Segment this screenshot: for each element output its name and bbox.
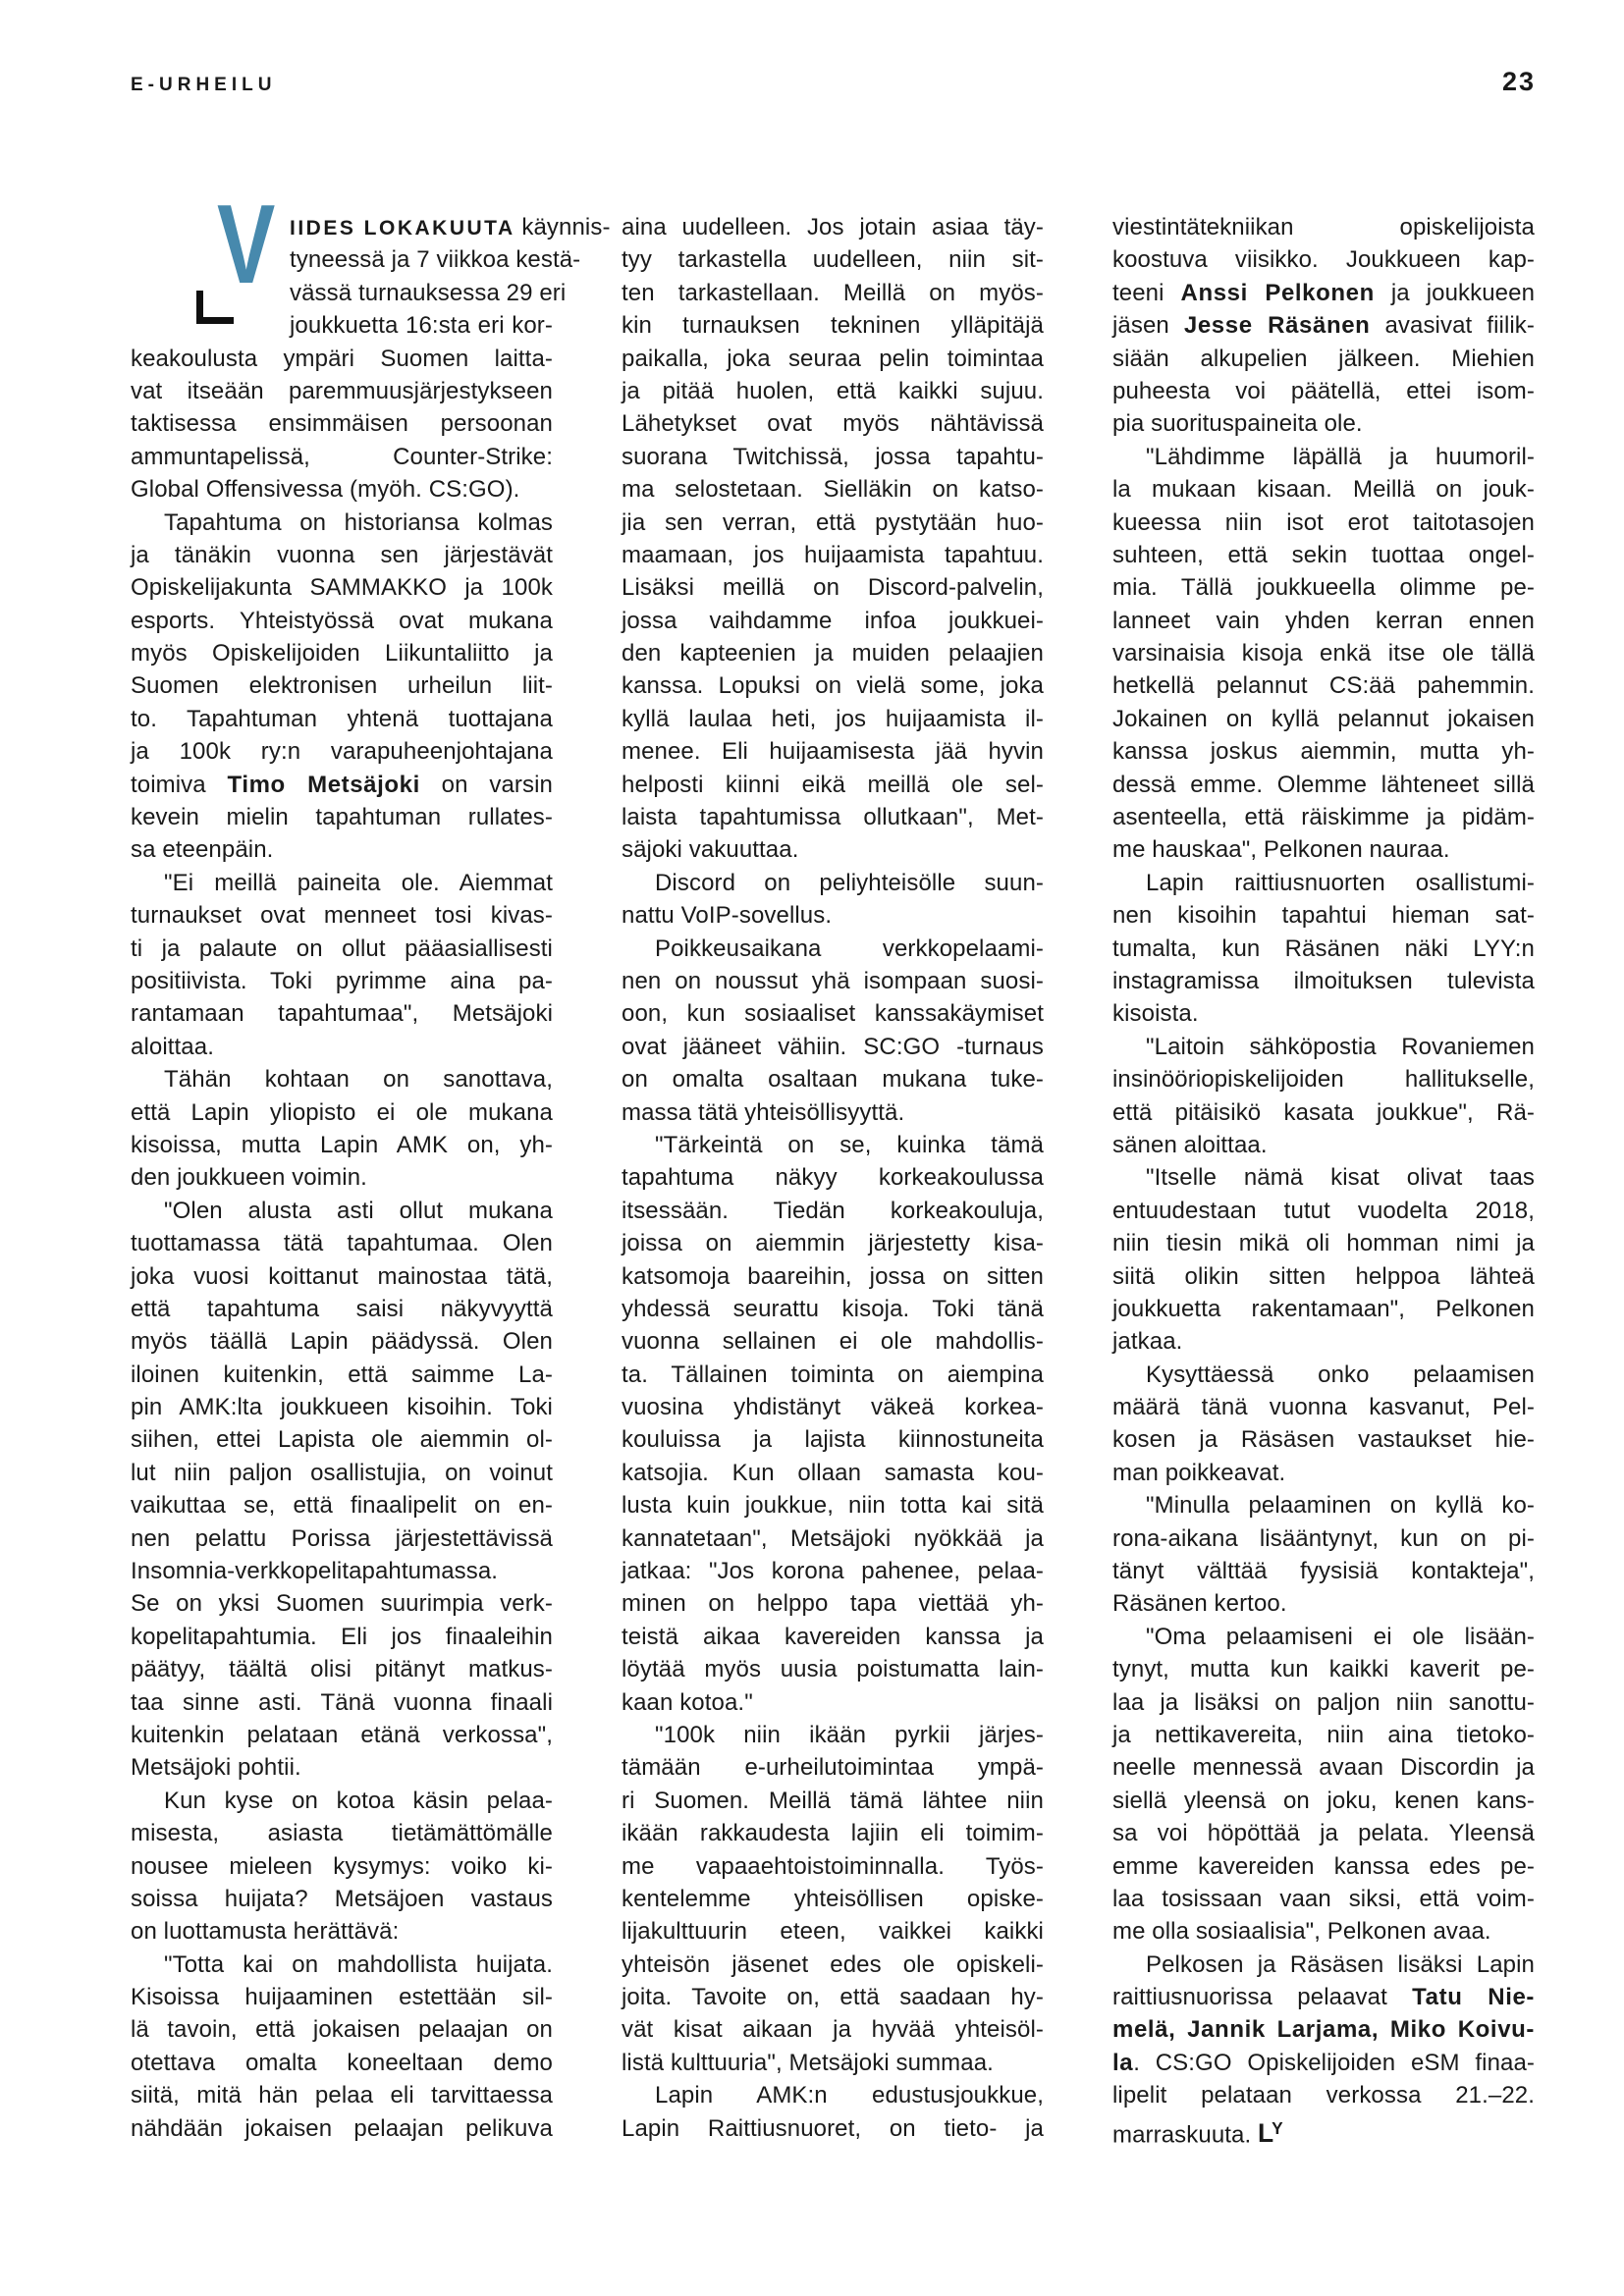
text-line: soissa huijata? Metsäjoen vastaus xyxy=(131,1885,553,1912)
text-line: Metsäjoki pohtii. xyxy=(131,1754,301,1782)
text-line: ovat jääneet vähiin. SC:GO -turnaus xyxy=(622,1033,1044,1060)
text-line: teeni Anssi Pelkonen ja joukkueen xyxy=(1112,279,1536,306)
text-line: melä, Jannik Larjama, Miko Koivu- xyxy=(1112,2016,1535,2044)
text-line: tuottamassa tätä tapahtumaa. Olen xyxy=(131,1230,553,1257)
text-line: jäsen Jesse Räsänen avasivat fiilik- xyxy=(1112,312,1535,340)
text-line: kopelitapahtumia. Eli jos finaaleihin xyxy=(131,1623,553,1650)
text-line: ja nettikavereita, niin aina tietoko- xyxy=(1112,1721,1535,1748)
text-line: lipelit pelataan verkossa 21.–22. xyxy=(1112,2082,1535,2109)
text-line: sa eteenpäin. xyxy=(131,836,274,864)
text-line: dessä emme. Olemme lähteneet sillä xyxy=(1112,771,1535,798)
paragraph xyxy=(622,867,1044,933)
text-line: siään alkupelien jälkeen. Miehien xyxy=(1112,345,1535,372)
text-line: nen kisoihin tapahtui hieman sat- xyxy=(1112,902,1535,930)
text-line: listä kulttuuria", Metsäjoki summaa. xyxy=(622,2049,994,2076)
text-line: ta. Tällainen toiminta on aiempina xyxy=(622,1361,1044,1388)
text-line: sänen aloittaa. xyxy=(1112,1131,1268,1158)
text-line: oon, kun sosiaaliset kanssakäymiset xyxy=(622,1000,1044,1028)
text-line: Kisoissa huijaaminen estettään sil- xyxy=(131,1984,553,2011)
text-line: sa voi höpöttää ja pelata. Yleensä xyxy=(1112,1820,1535,1847)
text-line: joissa on aiemmin järjestetty kisa- xyxy=(622,1230,1044,1257)
text-line: la mukaan kisaan. Meillä on jouk- xyxy=(1112,476,1535,504)
paragraph xyxy=(1112,1489,1535,1621)
text-line: tapahtuma näkyy korkeakoulussa xyxy=(622,1164,1044,1192)
paragraph xyxy=(622,1129,1044,1719)
paragraph xyxy=(131,1785,553,1949)
text-line: nen on noussut yhä isompaan suosi- xyxy=(622,967,1044,994)
text-line: misesta, asiasta tietämättömälle xyxy=(131,1820,553,1847)
text-line: "Tärkeintä on se, kuinka tämä xyxy=(655,1131,1044,1158)
text-line: nähdään jokaisen pelaajan pelikuva xyxy=(131,2114,553,2142)
text-line: ja pitää huolen, että kaikki sujuu. xyxy=(622,377,1044,404)
text-line: suorana Twitchissä, jossa tapahtu- xyxy=(622,443,1044,470)
text-line: man poikkeavat. xyxy=(1112,1459,1286,1486)
text-line: tyy tarkastella uudelleen, niin sit- xyxy=(622,246,1044,274)
text-line: toimiva Timo Metsäjoki on varsin xyxy=(131,771,553,798)
text-line: Tähän kohtaan on sanottava, xyxy=(164,1066,553,1094)
text-line: ja tänäkin vuonna sen järjestävät xyxy=(131,541,553,568)
text-line: tynyt, mutta kun kaikki kaverit pe- xyxy=(1112,1656,1535,1683)
text-line: kentelemme yhteisöllisen opiske- xyxy=(622,1885,1044,1912)
text-line: Discord on peliyhteisölle suun- xyxy=(655,869,1044,896)
text-line: kouluissa ja lajista kiinnostuneita xyxy=(622,1426,1044,1454)
page-header xyxy=(131,67,1536,97)
text-line: joukkuetta rakentamaan", Pelkonen xyxy=(1112,1295,1535,1322)
text-line: nousee mieleen kysymys: voiko ki- xyxy=(131,1852,553,1880)
text-line: esports. Yhteistyössä ovat mukana xyxy=(131,607,553,634)
text-line: vaikuttaa se, että finaalipelit on en- xyxy=(131,1492,553,1520)
text-line: löytää myös uusia poistumatta lain- xyxy=(622,1656,1044,1683)
text-line: siellä yleensä on joku, kenen kans- xyxy=(1112,1787,1535,1814)
text-line: iloinen kuitenkin, että saimme La- xyxy=(131,1361,553,1388)
paragraph xyxy=(1112,1621,1535,1949)
text-line: positiivista. Toki pyrimme aina pa- xyxy=(131,967,553,994)
text-line: Lapin Raittiusnuoret, on tieto- ja xyxy=(622,2114,1044,2142)
text-line: IIDES LOKAKUUTA käynnis- xyxy=(290,214,611,240)
text-line: me vapaaehtoistoiminnalla. Työs- xyxy=(622,1852,1044,1880)
text-line: on omalta osaltaan mukana tuke- xyxy=(622,1066,1044,1094)
text-line: "Oma pelaamiseni ei ole lisään- xyxy=(1146,1623,1535,1650)
text-line: emme kavereiden kanssa edes pe- xyxy=(1112,1852,1535,1880)
paragraph xyxy=(622,1719,1044,2079)
text-line: ammuntapelissä, Counter-Strike: xyxy=(131,443,553,470)
paragraph xyxy=(1112,1031,1535,1162)
paragraph xyxy=(131,1949,553,2145)
text-line: että Lapin yliopisto ei ole mukana xyxy=(131,1098,553,1126)
dropcap-v: V xyxy=(217,183,276,307)
text-line: menee. Eli huijaamisesta jää hyvin xyxy=(622,738,1044,766)
text-line: jossa vaihdamme infoa joukkuei- xyxy=(622,607,1044,634)
text-line: Insomnia-verkkopelitapahtumassa. xyxy=(131,1558,499,1585)
text-line: maamaan, jos huijaamista tapahtuu. xyxy=(622,541,1044,568)
paragraph xyxy=(131,867,553,1063)
text-line: kanssa joskus aiemmin, mutta yh- xyxy=(1112,738,1535,766)
paragraph xyxy=(1112,211,1535,441)
text-line: viestintätekniikan opiskelijoista xyxy=(1112,214,1535,240)
text-line: Tapahtuma on historiansa kolmas xyxy=(164,508,553,536)
text-line: joukkuetta 16:sta eri kor- xyxy=(290,312,553,340)
text-line: rona-aikana lisääntynyt, kun on pi- xyxy=(1112,1524,1535,1552)
text-line: pia suorituspaineita ole. xyxy=(1112,410,1363,438)
text-line: kin turnauksen tekninen ylläpitäjä xyxy=(622,312,1044,340)
text-line: "100k niin ikään pyrkii järjes- xyxy=(655,1721,1044,1748)
paragraph xyxy=(1112,441,1535,867)
text-line: Suomen elektronisen urheilun liit- xyxy=(131,672,553,700)
text-line: ti ja palaute on ollut pääasiallisesti xyxy=(131,934,553,962)
text-line: määrä tänä vuonna kasvanut, Pel- xyxy=(1112,1394,1535,1421)
text-line: laa ja lisäksi on paljon niin sanottu- xyxy=(1112,1688,1535,1716)
text-line: yhdessä seurattu kisoja. Toki tänä xyxy=(622,1295,1044,1322)
text-line: ikään rakkaudesta lajiin eli toimim- xyxy=(622,1820,1044,1847)
text-line: ri Suomen. Meillä tämä lähtee niin xyxy=(622,1787,1044,1814)
paragraph xyxy=(131,211,611,507)
text-line: joka vuosi koittanut mainostaa tätä, xyxy=(131,1262,553,1290)
text-line: tumalta, kun Räsänen näki LYY:n xyxy=(1112,934,1535,962)
text-column xyxy=(1112,211,1536,2149)
text-line: "Laitoin sähköpostia Rovaniemen xyxy=(1146,1033,1535,1060)
article-body xyxy=(131,183,1536,2149)
text-line: pin AMK:lta joukkueen kisoihin. Toki xyxy=(131,1394,553,1421)
text-line: Lisäksi meillä on Discord-palvelin, xyxy=(622,574,1044,602)
text-line: nen pelattu Porissa järjestettävissä xyxy=(131,1524,553,1552)
text-line: "Ei meillä paineita ole. Aiemmat xyxy=(164,869,553,896)
text-line: raittiusnuorissa pelaavat Tatu Nie- xyxy=(1112,1984,1536,2011)
text-line: "Minulla pelaaminen on kyllä ko- xyxy=(1146,1492,1535,1520)
text-line: Lapin AMK:n edustusjoukkue, xyxy=(655,2082,1044,2109)
text-line: vuosina yhdistänyt väkeä korkea- xyxy=(622,1394,1044,1421)
text-line: siitä, mitä hän pelaa eli tarvittaessa xyxy=(131,2082,553,2109)
text-line: taa sinne asti. Tänä vuonna finaali xyxy=(131,1688,553,1716)
text-line: niin tiesin mikä oli homman nimi ja xyxy=(1112,1230,1535,1257)
text-line: rantamaan tapahtumaa", Metsäjoki xyxy=(131,1000,553,1028)
text-line: siihen, ettei Lapista ole aiemmin ol- xyxy=(131,1426,553,1454)
text-line: yhteisön jäsenet edes ole opiskeli- xyxy=(622,1950,1044,1978)
text-line: insinööriopiskelijoiden hallitukselle, xyxy=(1112,1066,1535,1094)
text-line: teistä aikaa kavereiden kanssa ja xyxy=(622,1623,1044,1650)
text-line: aloittaa. xyxy=(131,1033,214,1060)
text-line: "Olen alusta asti ollut mukana xyxy=(164,1197,553,1224)
paragraph xyxy=(131,1195,553,1785)
text-line: että pitäisikö kasata joukkue", Rä- xyxy=(1112,1098,1535,1126)
text-line: Opiskelijakunta SAMMAKKO ja 100k xyxy=(131,574,553,602)
paragraph xyxy=(1112,1161,1535,1358)
text-line: paikalla, joka seuraa pelin toimintaa xyxy=(622,345,1044,372)
text-line: tänyt välttää fyysisiä kontakteja", xyxy=(1112,1558,1535,1585)
text-line: hetkellä pelannut CS:ää pahemmin. xyxy=(1112,672,1535,700)
text-line: den kapteenien ja muiden pelaajien xyxy=(622,640,1044,667)
text-line: on luottamusta herättävä: xyxy=(131,1918,400,1946)
text-line: me olla sosiaalisia", Pelkonen avaa. xyxy=(1112,1918,1491,1946)
text-line: jatkaa. xyxy=(1112,1328,1183,1356)
paragraph xyxy=(131,1063,553,1195)
text-line: jia sen verran, että pystytään huo- xyxy=(622,508,1044,536)
text-line: vuonna sellainen ei ole mahdollis- xyxy=(622,1328,1044,1356)
section-label: E-URHEILU xyxy=(131,75,277,95)
paragraph xyxy=(131,507,553,867)
text-line: jatkaa: "Jos korona pahenee, pelaa- xyxy=(622,1558,1044,1585)
text-line: den joukkueen voimin. xyxy=(131,1164,367,1192)
text-line: lut niin paljon osallistujia, on voinut xyxy=(131,1459,553,1486)
text-line: otettava omalta koneeltaan demo xyxy=(131,2049,553,2076)
text-line: massa tätä yhteisöllisyyttä. xyxy=(622,1098,905,1126)
text-line: kisoista. xyxy=(1112,1000,1199,1028)
text-line: Lähetykset ovat myös nähtävissä xyxy=(622,410,1044,438)
text-line: helposti kiinni eikä meillä ole sel- xyxy=(622,771,1044,798)
text-line: Jokainen on kyllä pelannut jokaisen xyxy=(1112,705,1535,732)
paragraph xyxy=(1112,1359,1535,1490)
text-line: laa tosissaan vaan siksi, että voim- xyxy=(1112,1885,1535,1912)
text-line: Global Offensivessa (myöh. CS:GO). xyxy=(131,476,520,504)
text-line: lusta kuin joukkue, niin totta kai sitä xyxy=(622,1492,1044,1520)
text-line: lijakulttuurin eteen, vaikkei kaikki xyxy=(622,1918,1044,1946)
text-line: kosen ja Räsäsen vastaukset hie- xyxy=(1112,1426,1535,1454)
text-line: turnaukset ovat menneet tosi kivas- xyxy=(131,902,553,930)
text-line: me hauskaa", Pelkonen nauraa. xyxy=(1112,836,1450,864)
text-line: myös täällä Lapin päädyssä. Olen xyxy=(131,1328,553,1356)
text-line: tyneessä ja 7 viikkoa kestä- xyxy=(290,246,581,274)
text-line: varsinaisia kisoja enkä itse ole tällä xyxy=(1112,640,1535,667)
text-line: vät kisat aikaan ja hyvää yhteisöl- xyxy=(622,2016,1044,2044)
text-line: itsessään. Tiedän korkeakouluja, xyxy=(622,1197,1044,1224)
text-line: Pelkosen ja Räsäsen lisäksi Lapin xyxy=(1146,1950,1535,1978)
text-line: kisoissa, mutta Lapin AMK on, yh- xyxy=(131,1131,553,1158)
paragraph xyxy=(622,933,1044,1129)
text-line: tämään e-urheilutoimintaa ympä- xyxy=(622,1754,1044,1782)
paragraph xyxy=(1112,1949,1536,2149)
text-line: joita. Tavoite on, että saadaan hy- xyxy=(622,1984,1044,2011)
text-line: ma selostetaan. Sielläkin on katso- xyxy=(622,476,1044,504)
text-line: kuitenkin pelataan etänä verkossa", xyxy=(131,1721,553,1748)
text-line: kanssa. Lopuksi on vielä some, joka xyxy=(622,672,1044,700)
text-line: keakoulusta ympäri Suomen laitta- xyxy=(131,345,553,372)
text-line: päätyy, täältä olisi pitänyt matkus- xyxy=(131,1656,553,1683)
text-line: lä tavoin, että jokaisen pelaajan on xyxy=(131,2016,553,2044)
text-line: puheesta voi päätellä, ettei isom- xyxy=(1112,377,1535,404)
text-line: myös Opiskelijoiden Liikuntaliitto ja xyxy=(131,640,553,667)
text-line: marraskuuta. $L^Y$ xyxy=(1112,2117,1283,2149)
text-line: vässä turnauksessa 29 eri xyxy=(290,279,567,306)
article-start-mark xyxy=(196,291,234,324)
text-line: koostuva viisikko. Joukkueen kap- xyxy=(1112,246,1535,274)
text-line: Räsänen kertoo. xyxy=(1112,1590,1287,1618)
text-line: la. CS:GO Opiskelijoiden eSM finaa- xyxy=(1112,2049,1535,2076)
text-line: Poikkeusaikana verkkopelaami- xyxy=(655,934,1044,962)
text-line: ten tarkastellaan. Meillä on myös- xyxy=(622,279,1044,306)
text-line: lanneet vain yhden kerran ennen xyxy=(1112,607,1535,634)
text-line: kaan kotoa." xyxy=(622,1688,753,1716)
text-line: "Totta kai on mahdollista huijata. xyxy=(164,1950,553,1978)
text-line: kueessa niin isot erot taitotasojen xyxy=(1112,508,1535,536)
paragraph xyxy=(622,211,1044,867)
text-line: säjoki vakuuttaa. xyxy=(622,836,799,864)
text-line: "Itselle nämä kisat olivat taas xyxy=(1146,1164,1535,1192)
text-line: Kun kyse on kotoa käsin pelaa- xyxy=(164,1787,553,1814)
text-column xyxy=(131,183,611,2145)
text-line: kannatetaan", Metsäjoki nyökkää ja xyxy=(622,1524,1044,1552)
text-line: kevein mielin tapahtuman rullates- xyxy=(131,804,553,831)
text-line: laista tapahtumissa ollutkaan", Met- xyxy=(622,804,1044,831)
article-end-mark: $L^Y$ xyxy=(1258,2117,1283,2149)
text-line: asenteella, että räiskimme ja pidäm- xyxy=(1112,804,1535,831)
text-line: vat itseään paremmuusjärjestykseen xyxy=(131,377,553,404)
text-line: Lapin raittiusnuorten osallistumi- xyxy=(1146,869,1535,896)
text-line: suhteen, että sekin tuottaa ongel- xyxy=(1112,541,1535,568)
text-line: että tapahtuma saisi näkyvyyttä xyxy=(131,1295,553,1322)
text-line: nattu VoIP-sovellus. xyxy=(622,902,833,930)
page-number: 23 xyxy=(1501,67,1536,96)
text-line: mia. Tällä joukkueella olimme pe- xyxy=(1112,574,1535,602)
text-line: aina uudelleen. Jos jotain asiaa täy- xyxy=(622,214,1044,240)
text-line: minen on helppo tapa viettää yh- xyxy=(622,1590,1044,1618)
text-line: "Lähdimme läpällä ja huumoril- xyxy=(1146,443,1535,470)
text-line: katsomoja baareihin, jossa on sitten xyxy=(622,1262,1044,1290)
paragraph xyxy=(1112,867,1535,1031)
text-line: taktisessa ensimmäisen persoonan xyxy=(131,410,553,438)
paragraph xyxy=(622,2079,1044,2145)
text-line: neelle mennessä avaan Discordin ja xyxy=(1112,1754,1535,1782)
text-line: katsojia. Kun ollaan samasta kou- xyxy=(622,1459,1044,1486)
text-line: ja 100k ry:n varapuheenjohtajana xyxy=(131,738,553,766)
text-line: to. Tapahtuman yhtenä tuottajana xyxy=(131,705,553,732)
text-line: Kysyttäessä onko pelaamisen xyxy=(1146,1361,1535,1388)
text-line: siitä olikin sitten helppoa lähteä xyxy=(1112,1262,1535,1290)
text-line: instagramissa ilmoituksen tulevista xyxy=(1112,967,1535,994)
text-line: kyllä laulaa heti, jos huijaamista il- xyxy=(622,705,1044,732)
text-line: Se on yksi Suomen suurimpia verk- xyxy=(131,1590,553,1618)
text-line: entuudestaan tutut vuodelta 2018, xyxy=(1112,1197,1535,1224)
text-column xyxy=(622,211,1044,2145)
